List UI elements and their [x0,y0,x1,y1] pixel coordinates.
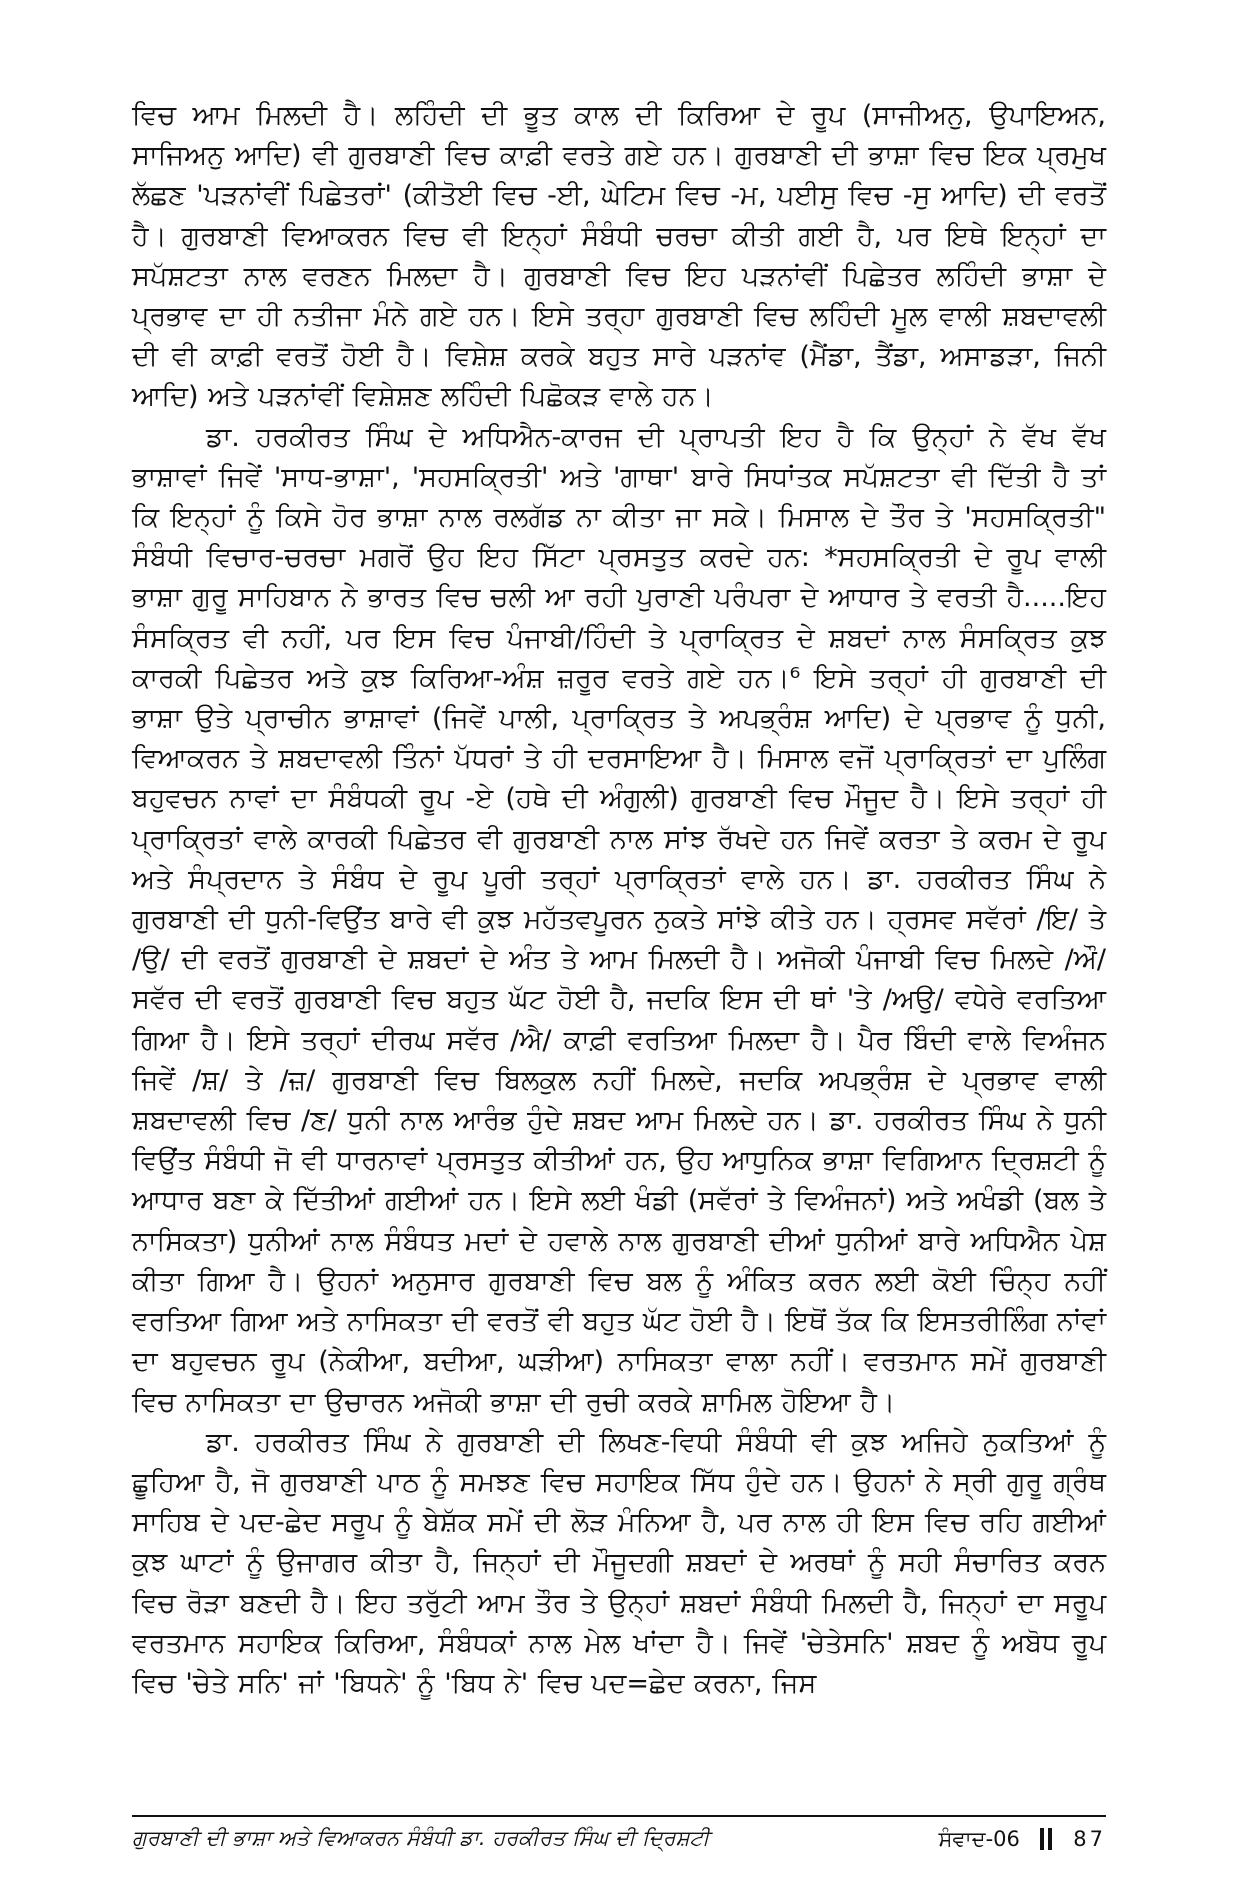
footer-rule [132,1815,1106,1817]
journal-issue: ਸੰਵਾਦ-06 [938,1826,1020,1851]
body-text [132,96,1106,1704]
running-title: ਗੁਰਬਾਣੀ ਦੀ ਭਾਸ਼ਾ ਅਤੇ ਵਿਆਕਰਨ ਸੰਬੰਧੀ ਡਾ. ਹਰਕੀਰਤ ਸਿੰਘ ਦੀ ਦ੍ਰਿਸ਼ਟੀ [132,1826,710,1850]
page-number: 87 [1073,1827,1106,1851]
paragraph-2: ਡਾ. ਹਰਕੀਰਤ ਸਿੰਘ ਦੇ ਅਧਿਐਨ-ਕਾਰਜ ਦੀ ਪ੍ਰਾਪਤੀ ਇਹ ਹੈ ਕਿ ਉਨ੍ਹਾਂ ਨੇ ਵੱਖ ਵੱਖ ਭਾਸ਼ਾਵਾਂ ਜਿਵੇਂ 'ਸਾਧ-ਭਾਸ਼ਾ', 'ਸਹਸਕ੍ਰਿਤੀ' ਅਤੇ 'ਗਾਥਾ' ਬਾਰੇ ਸਿਧਾਂਤਕ ਸਪੱਸ਼ਟਤਾ ਵੀ ਦਿੱਤੀ ਹੈ ਤਾਂ ਕਿ ਇਨ੍ਹਾਂ ਨੂੰ ਕਿਸੇ ਹੋਰ ਭਾਸ਼ਾ ਨਾਲ ਰਲਗੱਡ ਨਾ ਕੀਤਾ ਜਾ ਸਕੇ। ਮਿਸਾਲ ਦੇ ਤੌਰ ਤੇ 'ਸਹਸਕ੍ਰਿਤੀ" ਸੰਬੰਧੀ ਵਿਚਾਰ-ਚਰਚਾ ਮਗਰੋਂ ਉਹ ਇਹ ਸਿੱਟਾ ਪ੍ਰਸਤੁਤ ਕਰਦੇ ਹਨ: *ਸਹਸਕ੍ਰਿਤੀ ਦੇ ਰੂਪ ਵਾਲੀ ਭਾਸ਼ਾ ਗੁਰੂ ਸਾਹਿਬਾਨ ਨੇ ਭਾਰਤ ਵਿਚ ਚਲੀ ਆ ਰਹੀ ਪੁਰਾਣੀ ਪਰੰਪਰਾ ਦੇ ਆਧਾਰ ਤੇ ਵਰਤੀ ਹੈ.....ਇਹ ਸੰਸਕ੍ਰਿਤ ਵੀ ਨਹੀਂ, ਪਰ ਇਸ ਵਿਚ ਪੰਜਾਬੀ/ਹਿੰਦੀ ਤੇ ਪ੍ਰਾਕ੍ਰਿਤ ਦੇ ਸ਼ਬਦਾਂ ਨਾਲ ਸੰਸਕ੍ਰਿਤ ਕੁਝ ਕਾਰਕੀ ਪਿਛੇਤਰ ਅਤੇ ਕੁਝ ਕਿਰਿਆ-ਅੰਸ਼ ਜ਼ਰੂਰ ਵਰਤੇ ਗਏ ਹਨ।⁶ ਇਸੇ ਤਰ੍ਹਾਂ ਹੀ ਗੁਰਬਾਣੀ ਦੀ ਭਾਸ਼ਾ ਉਤੇ ਪ੍ਰਾਚੀਨ ਭਾਸ਼ਾਵਾਂ (ਜਿਵੇਂ ਪਾਲੀ, ਪ੍ਰਾਕ੍ਰਿਤ ਤੇ ਅਪਭ੍ਰੰਸ਼ ਆਦਿ) ਦੇ ਪ੍ਰਭਾਵ ਨੂੰ ਧੁਨੀ, ਵਿਆਕਰਨ ਤੇ ਸ਼ਬਦਾਵਲੀ ਤਿੰਨਾਂ ਪੱਧਰਾਂ ਤੇ ਹੀ ਦਰਸਾਇਆ ਹੈ। ਮਿਸਾਲ ਵਜੋਂ ਪ੍ਰਾਕ੍ਰਿਤਾਂ ਦਾ ਪੁਲਿੰਗ ਬਹੁਵਚਨ ਨਾਵਾਂ ਦਾ ਸੰਬੰਧਕੀ ਰੂਪ -ਏ (ਹਥੇ ਦੀ ਅੰਗੁਲੀ) ਗੁਰਬਾਣੀ ਵਿਚ ਮੌਜੂਦ ਹੈ। ਇਸੇ ਤਰ੍ਹਾਂ ਹੀ ਪ੍ਰਾਕ੍ਰਿਤਾਂ ਵਾਲੇ ਕਾਰਕੀ ਪਿਛੇਤਰ ਵੀ ਗੁਰਬਾਣੀ ਨਾਲ ਸਾਂਝ ਰੱਖਦੇ ਹਨ ਜਿਵੇਂ ਕਰਤਾ ਤੇ ਕਰਮ ਦੇ ਰੂਪ ਅਤੇ ਸੰਪ੍ਰਦਾਨ ਤੇ ਸੰਬੰਧ ਦੇ ਰੂਪ ਪੂਰੀ ਤਰ੍ਹਾਂ ਪ੍ਰਾਕ੍ਰਿਤਾਂ ਵਾਲੇ ਹਨ। ਡਾ. ਹਰਕੀਰਤ ਸਿੰਘ ਨੇ ਗੁਰਬਾਣੀ ਦੀ ਧੁਨੀ-ਵਿਉਂਤ ਬਾਰੇ ਵੀ ਕੁਝ ਮਹੱਤਵਪੂਰਨ ਨੁਕਤੇ ਸਾਂਝੇ ਕੀਤੇ ਹਨ। ਹ੍ਰਸਵ ਸਵੱਰਾਂ /ਇ/ ਤੇ /ਉ/ ਦੀ ਵਰਤੋਂ ਗੁਰਬਾਣੀ ਦੇ ਸ਼ਬਦਾਂ ਦੇ ਅੰਤ ਤੇ ਆਮ ਮਿਲਦੀ ਹੈ। ਅਜੋਕੀ ਪੰਜਾਬੀ ਵਿਚ ਮਿਲਦੇ /ਔ/ ਸਵੱਰ ਦੀ ਵਰਤੋਂ ਗੁਰਬਾਣੀ ਵਿਚ ਬਹੁਤ ਘੱਟ ਹੋਈ ਹੈ, ਜਦਕਿ ਇਸ ਦੀ ਥਾਂ 'ਤੇ /ਅਉ/ ਵਧੇਰੇ ਵਰਤਿਆ ਗਿਆ ਹੈ। ਇਸੇ ਤਰ੍ਹਾਂ ਦੀਰਘ ਸਵੱਰ /ਐ/ ਕਾਫ਼ੀ ਵਰਤਿਆ ਮਿਲਦਾ ਹੈ। ਪੈਰ ਬਿੰਦੀ ਵਾਲੇ ਵਿਅੰਜਨ ਜਿਵੇਂ /ਸ਼/ ਤੇ /ਜ਼/ ਗੁਰਬਾਣੀ ਵਿਚ ਬਿਲਕੁਲ ਨਹੀਂ ਮਿਲਦੇ, ਜਦਕਿ ਅਪਭ੍ਰੰਸ਼ ਦੇ ਪ੍ਰਭਾਵ ਵਾਲੀ ਸ਼ਬਦਾਵਲੀ ਵਿਚ /ਣ/ ਧੁਨੀ ਨਾਲ ਆਰੰਭ ਹੁੰਦੇ ਸ਼ਬਦ ਆਮ ਮਿਲਦੇ ਹਨ। ਡਾ. ਹਰਕੀਰਤ ਸਿੰਘ ਨੇ ਧੁਨੀ ਵਿਉਂਤ ਸੰਬੰਧੀ ਜੋ ਵੀ ਧਾਰਨਾਵਾਂ ਪ੍ਰਸਤੁਤ ਕੀਤੀਆਂ ਹਨ, ਉਹ ਆਧੁਨਿਕ ਭਾਸ਼ਾ ਵਿਗਿਆਨ ਦ੍ਰਿਸ਼ਟੀ ਨੂੰ ਆਧਾਰ ਬਣਾ ਕੇ ਦਿੱਤੀਆਂ ਗਈਆਂ ਹਨ। ਇਸੇ ਲਈ ਖੰਡੀ (ਸਵੱਰਾਂ ਤੇ ਵਿਅੰਜਨਾਂ) ਅਤੇ ਅਖੰਡੀ (ਬਲ ਤੇ ਨਾਸਿਕਤਾ) ਧੁਨੀਆਂ ਨਾਲ ਸੰਬੰਧਤ ਮਦਾਂ ਦੇ ਹਵਾਲੇ ਨਾਲ ਗੁਰਬਾਣੀ ਦੀਆਂ ਧੁਨੀਆਂ ਬਾਰੇ ਅਧਿਐਨ ਪੇਸ਼ ਕੀਤਾ ਗਿਆ ਹੈ। ਉਹਨਾਂ ਅਨੁਸਾਰ ਗੁਰਬਾਣੀ ਵਿਚ ਬਲ ਨੂੰ ਅੰਕਿਤ ਕਰਨ ਲਈ ਕੋਈ ਚਿੰਨ੍ਹ ਨਹੀਂ ਵਰਤਿਆ ਗਿਆ ਅਤੇ ਨਾਸਿਕਤਾ ਦੀ ਵਰਤੋਂ ਵੀ ਬਹੁਤ ਘੱਟ ਹੋਈ ਹੈ। ਇਥੋਂ ਤੱਕ ਕਿ ਇਸਤਰੀਲਿੰਗ ਨਾਂਵਾਂ ਦਾ ਬਹੁਵਚਨ ਰੂਪ (ਨੇਕੀਆ, ਬਦੀਆ, ਘੜੀਆ) ਨਾਸਿਕਤਾ ਵਾਲਾ ਨਹੀਂ। ਵਰਤਮਾਨ ਸਮੇਂ ਗੁਰਬਾਣੀ ਵਿਚ ਨਾਸਿਕਤਾ ਦਾ ਉਚਾਰਨ ਅਜੋਕੀ ਭਾਸ਼ਾ ਦੀ ਰੁਚੀ ਕਰਕੇ ਸ਼ਾਮਿਲ ਹੋਇਆ ਹੈ। [132,421,1106,1418]
paragraph-3: ਡਾ. ਹਰਕੀਰਤ ਸਿੰਘ ਨੇ ਗੁਰਬਾਣੀ ਦੀ ਲਿਖਣ-ਵਿਧੀ ਸੰਬੰਧੀ ਵੀ ਕੁਝ ਅਜਿਹੇ ਨੁਕਤਿਆਂ ਨੂੰ ਛੂਹਿਆ ਹੈ, ਜੋ ਗੁਰਬਾਣੀ ਪਾਠ ਨੂੰ ਸਮਝਣ ਵਿਚ ਸਹਾਇਕ ਸਿੱਧ ਹੁੰਦੇ ਹਨ। ਉਹਨਾਂ ਨੇ ਸ੍ਰੀ ਗੁਰੂ ਗ੍ਰੰਥ ਸਾਹਿਬ ਦੇ ਪਦ-ਛੇਦ ਸਰੂਪ ਨੂੰ ਬੇਸ਼ੱਕ ਸਮੇਂ ਦੀ ਲੋੜ ਮੰਨਿਆ ਹੈ, ਪਰ ਨਾਲ ਹੀ ਇਸ ਵਿਚ ਰਹਿ ਗਈਆਂ ਕੁਝ ਘਾਟਾਂ ਨੂੰ ਉਜਾਗਰ ਕੀਤਾ ਹੈ, ਜਿਨ੍ਹਾਂ ਦੀ ਮੌਜੂਦਗੀ ਸ਼ਬਦਾਂ ਦੇ ਅਰਥਾਂ ਨੂੰ ਸਹੀ ਸੰਚਾਰਿਤ ਕਰਨ ਵਿਚ ਰੋੜਾ ਬਣਦੀ ਹੈ। ਇਹ ਤਰੁੱਟੀ ਆਮ ਤੌਰ ਤੇ ਉਨ੍ਹਾਂ ਸ਼ਬਦਾਂ ਸੰਬੰਧੀ ਮਿਲਦੀ ਹੈ, ਜਿਨ੍ਹਾਂ ਦਾ ਸਰੂਪ ਵਰਤਮਾਨ ਸਹਾਇਕ ਕਿਰਿਆ, ਸੰਬੰਧਕਾਂ ਨਾਲ ਮੇਲ ਖਾਂਦਾ ਹੈ। ਜਿਵੇਂ 'ਚੇਤੇਸਨਿ' ਸ਼ਬਦ ਨੂੰ ਅਬੋਧ ਰੂਪ ਵਿਚ 'ਚੇਤੇ ਸਨਿ' ਜਾਂ 'ਬਿਧਨੇ' ਨੂੰ 'ਬਿਧ ਨੇ' ਵਿਚ ਪਦ=ਛੇਦ ਕਰਨਾ, ਜਿਸ [132,1426,1106,1699]
double-bar-icon [1037,1828,1057,1850]
footer-right [939,1826,1106,1852]
page-footer [132,1818,1106,1862]
paragraph-1: ਵਿਚ ਆਮ ਮਿਲਦੀ ਹੈ। ਲਹਿੰਦੀ ਦੀ ਭੂਤ ਕਾਲ ਦੀ ਕਿਰਿਆ ਦੇ ਰੂਪ (ਸਾਜੀਅਨੁ, ਉਪਾਇਅਨ, ਸਾਜਿਅਨੁ ਆਦਿ) ਵੀ ਗੁਰਬਾਣੀ ਵਿਚ ਕਾਫ਼ੀ ਵਰਤੇ ਗਏ ਹਨ। ਗੁਰਬਾਣੀ ਦੀ ਭਾਸ਼ਾ ਵਿਚ ਇਕ ਪ੍ਰਮੁਖ ਲੱਛਣ 'ਪੜਨਾਂਵੀਂ ਪਿਛੇਤਰਾਂ' (ਕੀਤੋਈ ਵਿਚ -ਈ, ਘੇਟਿਮ ਵਿਚ -ਮ, ਪਈਸੁ ਵਿਚ -ਸੁ ਆਦਿ) ਦੀ ਵਰਤੋਂ ਹੈ। ਗੁਰਬਾਣੀ ਵਿਆਕਰਨ ਵਿਚ ਵੀ ਇਨ੍ਹਾਂ ਸੰਬੰਧੀ ਚਰਚਾ ਕੀਤੀ ਗਈ ਹੈ, ਪਰ ਇਥੇ ਇਨ੍ਹਾਂ ਦਾ ਸਪੱਸ਼ਟਤਾ ਨਾਲ ਵਰਣਨ ਮਿਲਦਾ ਹੈ। ਗੁਰਬਾਣੀ ਵਿਚ ਇਹ ਪੜਨਾਂਵੀਂ ਪਿਛੇਤਰ ਲਹਿੰਦੀ ਭਾਸ਼ਾ ਦੇ ਪ੍ਰਭਾਵ ਦਾ ਹੀ ਨਤੀਜਾ ਮੰਨੇ ਗਏ ਹਨ। ਇਸੇ ਤਰ੍ਹਾ ਗੁਰਬਾਣੀ ਵਿਚ ਲਹਿੰਦੀ ਮੂਲ ਵਾਲੀ ਸ਼ਬਦਾਵਲੀ ਦੀ ਵੀ ਕਾਫ਼ੀ ਵਰਤੋਂ ਹੋਈ ਹੈ। ਵਿਸ਼ੇਸ਼ ਕਰਕੇ ਬਹੁਤ ਸਾਰੇ ਪੜਨਾਂਵ (ਮੈਂਡਾ, ਤੈਂਡਾ, ਅਸਾਡੜਾ, ਜਿਨੀ ਆਦਿ) ਅਤੇ ਪੜਨਾਂਵੀਂ ਵਿਸ਼ੇਸ਼ਣ ਲਹਿੰਦੀ ਪਿਛੋਕੜ ਵਾਲੇ ਹਨ। [132,100,1106,413]
